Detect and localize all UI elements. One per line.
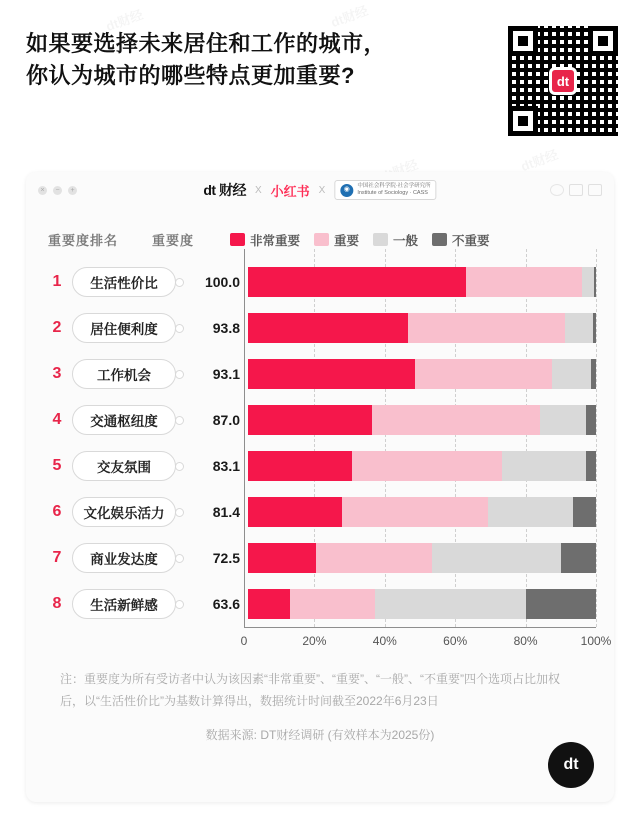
score-value: 83.1 [212, 458, 240, 474]
bar-segment-一般 [582, 267, 594, 297]
x-tick-label: 60% [443, 634, 468, 648]
legend-row [26, 208, 614, 249]
bar-segment-一般 [375, 589, 526, 619]
score-value: 93.8 [212, 320, 240, 336]
bar-segment-不重要 [591, 359, 596, 389]
rank-number: 6 [52, 503, 62, 520]
bar-segment-一般 [502, 451, 586, 481]
rank-number: 4 [52, 411, 62, 428]
dt-logo: dt 财经 [203, 182, 246, 198]
rank-header: 重要度排名 [48, 233, 119, 248]
category-label: 交友氛围 [72, 451, 176, 481]
chart-card [26, 172, 614, 802]
xiaohongshu-logo: 小红书 [270, 183, 310, 199]
rank-number: 3 [52, 365, 62, 382]
rank-number: 1 [52, 273, 62, 290]
stacked-bar [248, 451, 596, 481]
stacked-bar [248, 497, 596, 527]
bar-segment-一般 [488, 497, 573, 527]
x-tick-label: 20% [302, 634, 327, 648]
category-label: 工作机会 [72, 359, 176, 389]
institute-en: Institute of Sociology · CASS [357, 190, 428, 196]
legend-swatch-icon [230, 233, 245, 246]
legend-label: 非常重要 [250, 233, 301, 248]
bar-segment-重要 [316, 543, 433, 573]
institute-logo [334, 180, 436, 200]
score-value: 63.6 [212, 596, 240, 612]
qr-center-logo-icon: dt [549, 67, 577, 95]
bar-segment-非常重要 [248, 497, 342, 527]
institute-cn: 中国社会科学院·社会学研究所 [357, 183, 431, 190]
bar-segment-不重要 [586, 405, 596, 435]
rank-number: 2 [52, 319, 62, 336]
chart-row [48, 305, 596, 351]
brand-row [203, 180, 436, 200]
card-titlebar [26, 172, 614, 208]
bar-segment-一般 [565, 313, 593, 343]
bar-segment-重要 [408, 313, 565, 343]
qr-corner-icon [508, 106, 538, 136]
rank-number: 7 [52, 549, 62, 566]
bar-segment-非常重要 [248, 405, 372, 435]
legend-item-0[interactable] [230, 231, 300, 249]
stacked-bar [248, 589, 596, 619]
bar-segment-非常重要 [248, 267, 466, 297]
bar-segment-一般 [540, 405, 585, 435]
score-value: 100.0 [204, 274, 240, 290]
gridline-100 [596, 249, 597, 627]
page-title [26, 28, 446, 92]
chart-row [48, 489, 596, 535]
bar-segment-非常重要 [248, 359, 415, 389]
minimize-dot-icon[interactable]: − [53, 186, 62, 195]
bar-segment-不重要 [586, 451, 596, 481]
chart-row [48, 259, 596, 305]
legend-label: 一般 [393, 233, 419, 248]
bar-segment-不重要 [573, 497, 596, 527]
legend-swatch-icon [432, 233, 447, 246]
x-tick-label: 40% [372, 634, 397, 648]
bar-segment-重要 [372, 405, 541, 435]
bar-segment-重要 [290, 589, 375, 619]
bar-segment-不重要 [593, 313, 596, 343]
stacked-bar [248, 543, 596, 573]
dt-badge: dt [548, 742, 594, 788]
category-label: 居住便利度 [72, 313, 176, 343]
chart-row [48, 443, 596, 489]
score-header: 重要度 [152, 233, 195, 248]
chart-row [48, 535, 596, 581]
category-label: 生活性价比 [72, 267, 176, 297]
bar-segment-不重要 [594, 267, 596, 297]
bar-segment-不重要 [561, 543, 596, 573]
legend-swatch-icon [314, 233, 329, 246]
stacked-bar [248, 267, 596, 297]
score-value: 81.4 [212, 504, 240, 520]
window-dots [38, 186, 77, 195]
maximize-dot-icon[interactable]: + [68, 186, 77, 195]
chart-row [48, 351, 596, 397]
legend-items [226, 231, 596, 249]
legend-item-3[interactable] [432, 231, 490, 249]
rank-number: 8 [52, 595, 62, 612]
chart-note: 注：重要度为所有受访者中认为该因素“非常重要”、“重要”、“一般”、“不重要”四个选项占比加权后，以“生活性价比”为基数计算得出，数据统计时间截至2022年6月23日 [60, 672, 560, 709]
panel-button-icon[interactable] [588, 184, 602, 196]
stacked-bar [248, 313, 596, 343]
x-tick-label: 100% [580, 634, 612, 648]
x-tick-label: 80% [513, 634, 538, 648]
legend-item-1[interactable] [314, 231, 359, 249]
globe-icon: ◉ [340, 184, 353, 197]
x-tick-label: 0 [240, 634, 248, 648]
bar-segment-非常重要 [248, 313, 408, 343]
close-dot-icon[interactable]: × [38, 186, 47, 195]
category-label: 生活新鲜感 [72, 589, 176, 619]
page-header [0, 0, 640, 150]
bar-segment-非常重要 [248, 543, 316, 573]
bar-segment-重要 [466, 267, 583, 297]
stacked-bar [248, 405, 596, 435]
rank-number: 5 [52, 457, 62, 474]
bar-segment-一般 [432, 543, 561, 573]
chart-row [48, 581, 596, 627]
bar-segment-重要 [342, 497, 488, 527]
legend-label: 重要 [334, 233, 360, 248]
legend-label: 不重要 [452, 233, 490, 248]
bar-segment-一般 [552, 359, 590, 389]
chart-row [48, 397, 596, 443]
stacked-bar [248, 359, 596, 389]
bar-segment-重要 [415, 359, 552, 389]
qr-corner-icon [588, 26, 618, 56]
page-title-line2: 你认为城市的哪些特点更加重要? [26, 62, 355, 88]
score-value: 93.1 [212, 366, 240, 382]
category-label: 文化娱乐活力 [72, 497, 176, 527]
square-button-icon[interactable] [569, 184, 583, 196]
brand-separator-1: X [254, 184, 262, 196]
bar-segment-非常重要 [248, 451, 352, 481]
window-buttons [550, 184, 602, 196]
qr-code[interactable] [508, 26, 618, 136]
institute-text [357, 183, 430, 197]
x-axis-ticks [240, 632, 612, 652]
category-label: 商业发达度 [72, 543, 176, 573]
page-title-line1: 如果要选择未来居住和工作的城市， [26, 31, 387, 56]
chart-rows [26, 249, 614, 627]
chart-source: 数据来源: DT财经调研 (有效样本为2025份) [205, 728, 435, 743]
bar-segment-非常重要 [248, 589, 290, 619]
circle-button-icon[interactable] [550, 184, 564, 196]
x-axis [26, 628, 614, 652]
bar-segment-重要 [352, 451, 502, 481]
bar-segment-不重要 [526, 589, 596, 619]
qr-corner-icon [508, 26, 538, 56]
legend-swatch-icon [373, 233, 388, 246]
legend-item-2[interactable] [373, 231, 418, 249]
score-value: 87.0 [212, 412, 240, 428]
brand-separator-2: X [318, 184, 326, 196]
category-label: 交通枢纽度 [72, 405, 176, 435]
score-value: 72.5 [212, 550, 240, 566]
